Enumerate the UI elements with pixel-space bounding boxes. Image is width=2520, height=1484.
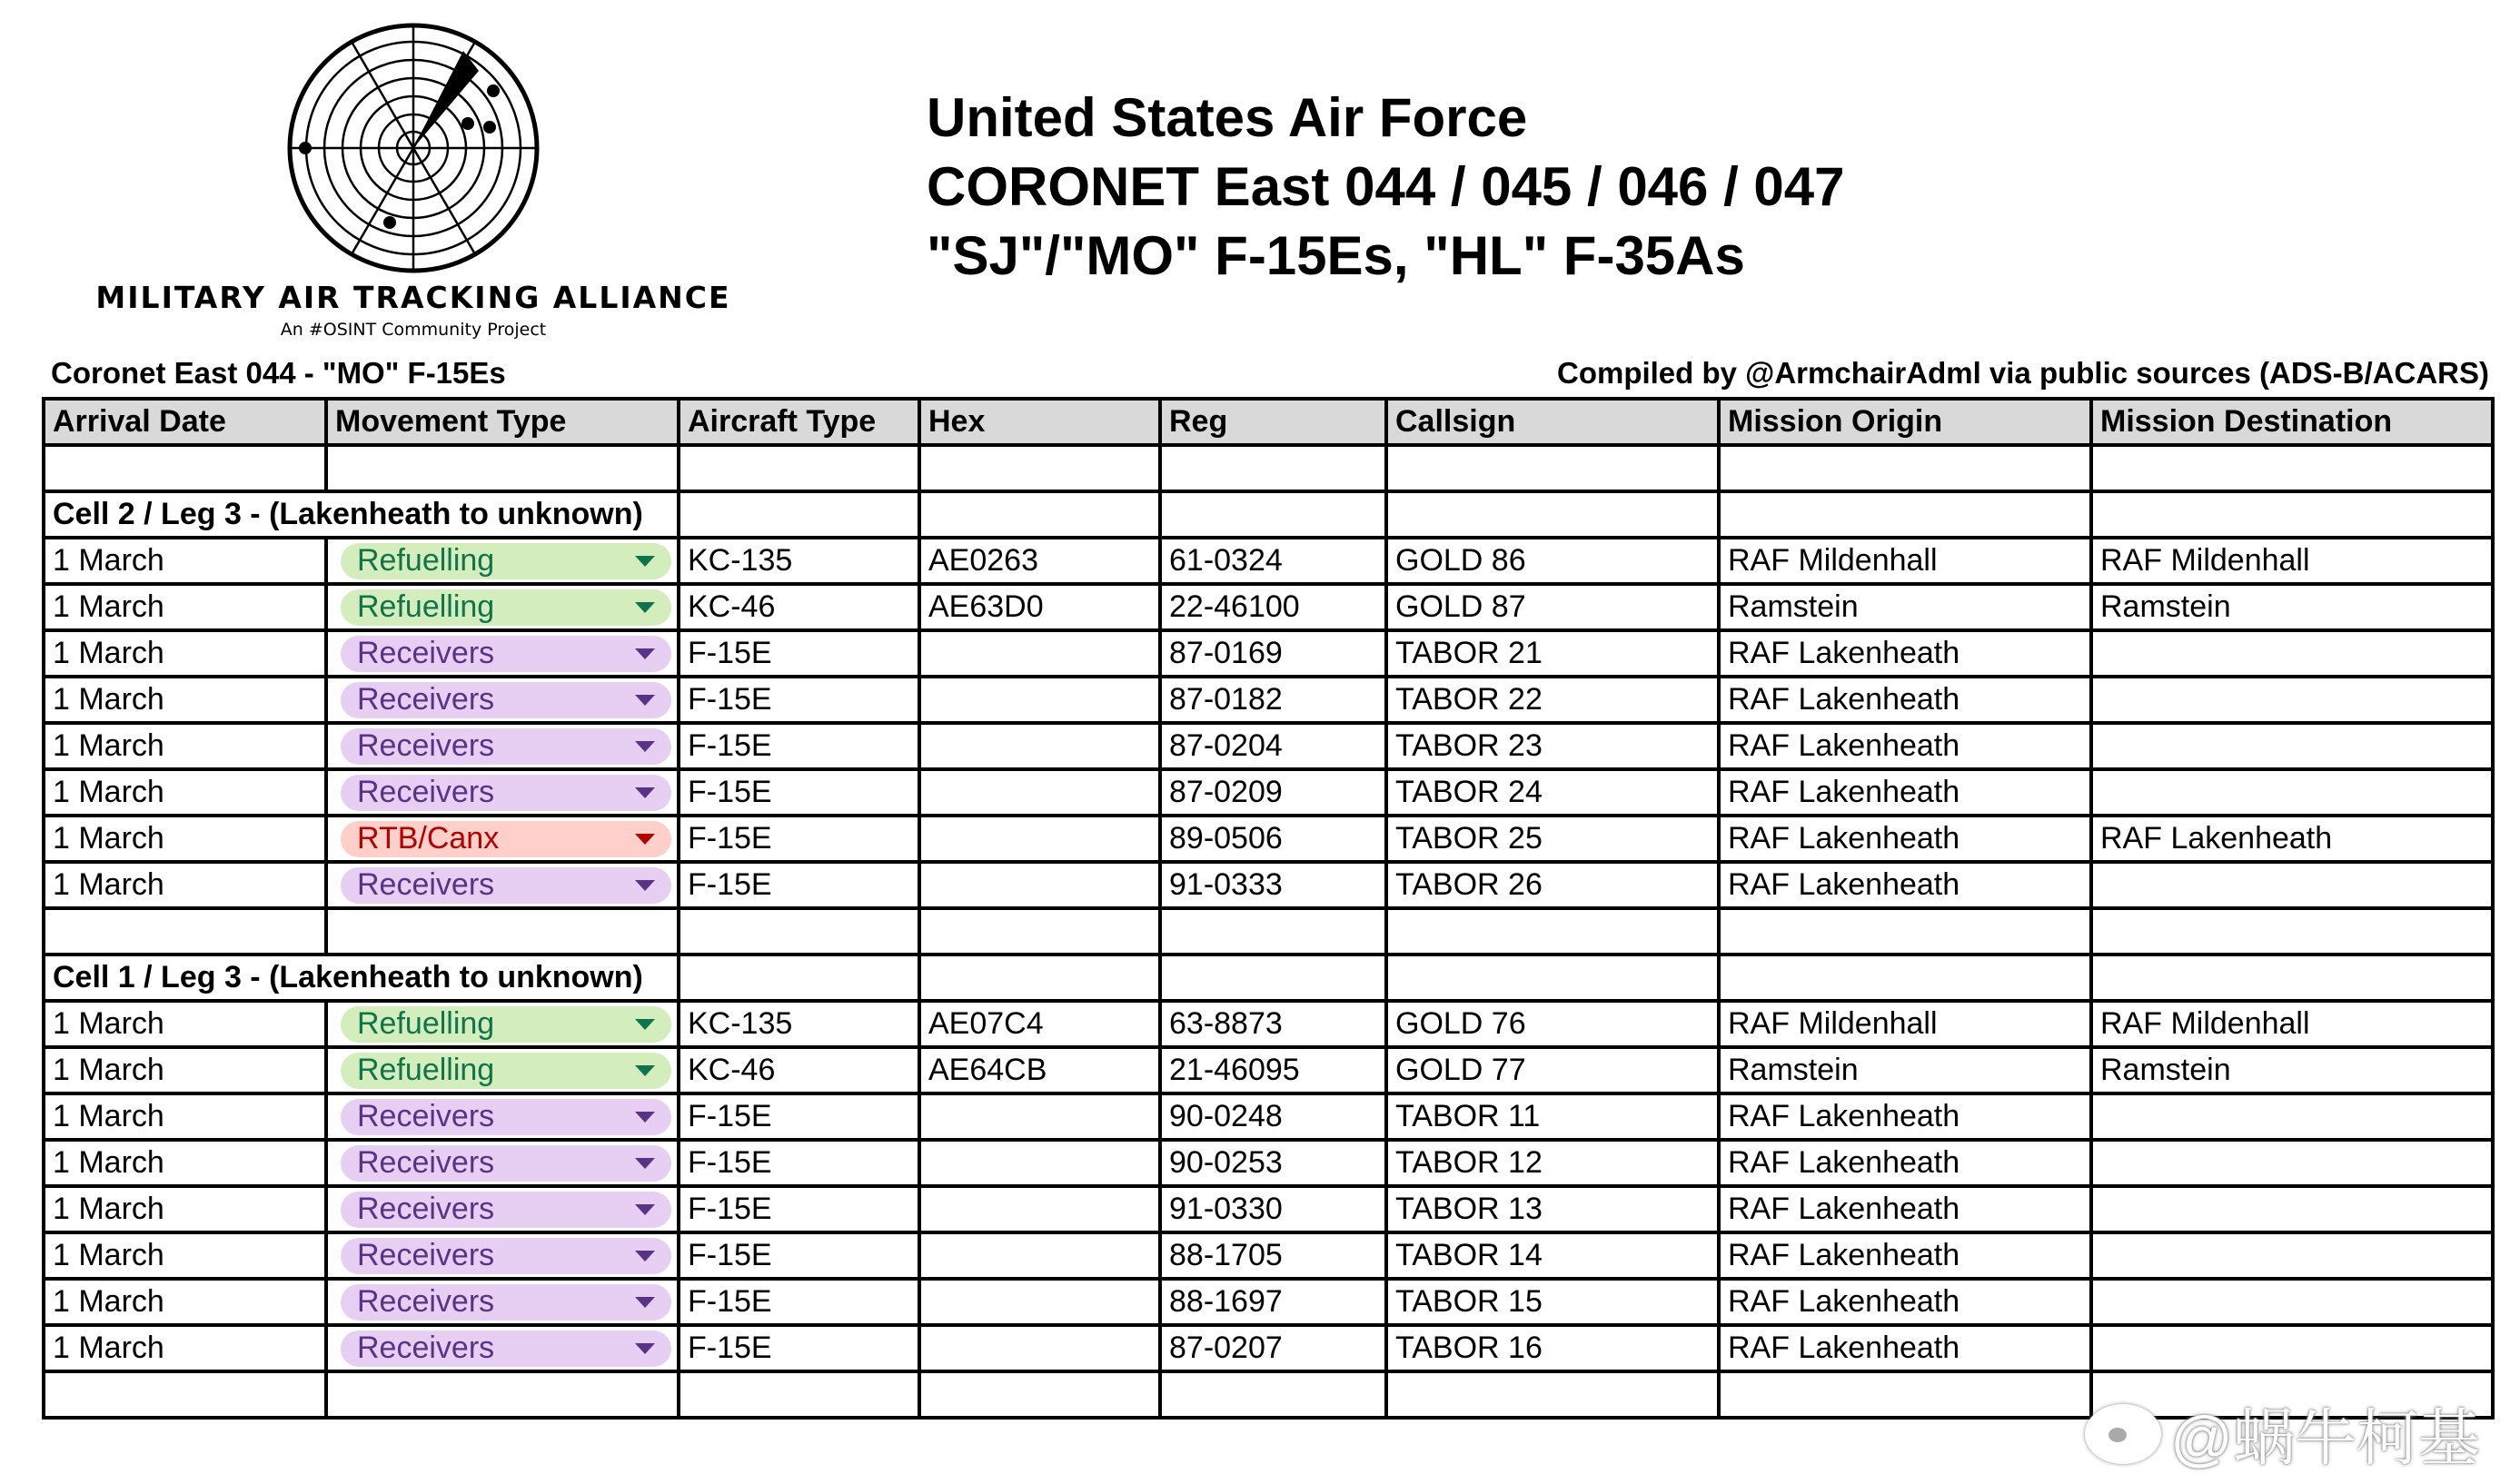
- mission-origin-cell[interactable]: RAF Lakenheath: [1719, 862, 2091, 908]
- movement-type-dropdown[interactable]: [341, 1238, 671, 1274]
- mission-origin-cell[interactable]: RAF Lakenheath: [1719, 1093, 2091, 1140]
- movement-type-dropdown[interactable]: [341, 1284, 671, 1321]
- page-title: [927, 84, 1845, 291]
- col-arrival-date[interactable]: Arrival Date: [44, 399, 326, 445]
- hex-cell[interactable]: [919, 769, 1160, 816]
- watermark: [2085, 1390, 2480, 1478]
- movement-type-cell[interactable]: [326, 1325, 679, 1371]
- movement-type-dropdown[interactable]: [341, 682, 671, 718]
- mission-destination-cell[interactable]: [2091, 1279, 2493, 1325]
- aircraft-type-cell[interactable]: F-15E: [679, 677, 919, 723]
- table-row: [44, 1047, 2493, 1093]
- table-row: [44, 1001, 2493, 1047]
- col-movement-type[interactable]: Movement Type: [326, 399, 679, 445]
- mission-destination-cell[interactable]: Ramstein: [2091, 584, 2493, 630]
- movement-type-cell[interactable]: [326, 769, 679, 816]
- empty-cell[interactable]: [1386, 955, 1719, 1001]
- mission-destination-cell[interactable]: [2091, 1140, 2493, 1186]
- empty-cell[interactable]: [919, 955, 1160, 1001]
- group-label-row: [44, 955, 2493, 1001]
- movement-type-cell[interactable]: [326, 862, 679, 908]
- table-row: [44, 816, 2493, 862]
- arrival-date-cell[interactable]: 1 March: [44, 584, 326, 630]
- movement-type-cell[interactable]: [326, 677, 679, 723]
- movement-type-value: Receivers: [357, 1099, 495, 1133]
- empty-cell[interactable]: [44, 908, 326, 955]
- hex-cell[interactable]: [919, 677, 1160, 723]
- chevron-down-icon[interactable]: [635, 1251, 655, 1261]
- mission-origin-cell[interactable]: RAF Lakenheath: [1719, 1232, 2091, 1279]
- chevron-down-icon[interactable]: [635, 741, 655, 752]
- empty-cell[interactable]: [1386, 491, 1719, 538]
- empty-cell[interactable]: [2091, 955, 2493, 1001]
- mission-origin-cell[interactable]: RAF Lakenheath: [1719, 816, 2091, 862]
- movement-type-dropdown[interactable]: [341, 867, 671, 904]
- movement-type-dropdown[interactable]: [341, 1331, 671, 1367]
- reg-cell[interactable]: 91-0330: [1160, 1186, 1386, 1232]
- empty-cell[interactable]: [919, 908, 1160, 955]
- movement-type-value: Receivers: [357, 867, 495, 902]
- movement-type-cell[interactable]: [326, 538, 679, 584]
- mission-destination-cell[interactable]: [2091, 1325, 2493, 1371]
- movement-type-dropdown[interactable]: [341, 1099, 671, 1135]
- callsign-cell[interactable]: TABOR 13: [1386, 1186, 1719, 1232]
- movement-type-cell[interactable]: [326, 1279, 679, 1325]
- group-label-row: [44, 491, 2493, 538]
- aircraft-type-cell[interactable]: F-15E: [679, 630, 919, 677]
- movement-type-cell[interactable]: [326, 723, 679, 769]
- reg-cell[interactable]: 63-8873: [1160, 1001, 1386, 1047]
- title-line-2: CORONET East 044 / 045 / 046 / 047: [927, 156, 1845, 217]
- chevron-down-icon[interactable]: [635, 880, 655, 891]
- callsign-cell[interactable]: TABOR 15: [1386, 1279, 1719, 1325]
- reg-cell[interactable]: 87-0182: [1160, 677, 1386, 723]
- title-line-1: United States Air Force: [927, 87, 1528, 148]
- mission-origin-cell[interactable]: RAF Lakenheath: [1719, 723, 2091, 769]
- hex-cell[interactable]: [919, 1186, 1160, 1232]
- mission-origin-cell[interactable]: RAF Lakenheath: [1719, 1186, 2091, 1232]
- logo-subtitle: An #OSINT Community Project: [280, 320, 547, 340]
- col-callsign[interactable]: Callsign: [1386, 399, 1719, 445]
- mission-destination-cell[interactable]: RAF Mildenhall: [2091, 1001, 2493, 1047]
- chevron-down-icon[interactable]: [635, 1204, 655, 1215]
- empty-cell[interactable]: [1719, 491, 2091, 538]
- hex-cell[interactable]: [919, 862, 1160, 908]
- logo: [86, 16, 740, 343]
- empty-cell[interactable]: [1160, 908, 1386, 955]
- arrival-date-cell[interactable]: 1 March: [44, 1140, 326, 1186]
- mission-destination-cell[interactable]: RAF Mildenhall: [2091, 538, 2493, 584]
- table-row: [44, 1279, 2493, 1325]
- empty-cell[interactable]: [919, 1371, 1160, 1418]
- empty-cell[interactable]: [44, 445, 326, 491]
- empty-cell[interactable]: [326, 908, 679, 955]
- movement-type-dropdown[interactable]: [341, 1145, 671, 1182]
- mission-origin-cell[interactable]: RAF Lakenheath: [1719, 677, 2091, 723]
- empty-cell[interactable]: [326, 1371, 679, 1418]
- arrival-date-cell[interactable]: 1 March: [44, 816, 326, 862]
- col-mission-origin[interactable]: Mission Origin: [1719, 399, 2091, 445]
- empty-cell[interactable]: [326, 445, 679, 491]
- movement-type-value: Receivers: [357, 1192, 495, 1226]
- arrival-date-cell[interactable]: 1 March: [44, 538, 326, 584]
- reg-cell[interactable]: 87-0209: [1160, 769, 1386, 816]
- reg-cell[interactable]: 88-1705: [1160, 1232, 1386, 1279]
- mission-origin-cell[interactable]: Ramstein: [1719, 1047, 2091, 1093]
- chevron-down-icon[interactable]: [635, 1019, 655, 1030]
- arrival-date-cell[interactable]: 1 March: [44, 1001, 326, 1047]
- hex-cell[interactable]: [919, 1093, 1160, 1140]
- chevron-down-icon[interactable]: [635, 787, 655, 798]
- mission-destination-cell[interactable]: [2091, 862, 2493, 908]
- callsign-cell[interactable]: GOLD 76: [1386, 1001, 1719, 1047]
- empty-cell[interactable]: [1719, 908, 2091, 955]
- aircraft-type-cell[interactable]: F-15E: [679, 862, 919, 908]
- hex-cell[interactable]: [919, 1279, 1160, 1325]
- mission-destination-cell[interactable]: [2091, 723, 2493, 769]
- table-row: [44, 1232, 2493, 1279]
- movement-type-value: Receivers: [357, 1145, 495, 1180]
- reg-cell[interactable]: 89-0506: [1160, 816, 1386, 862]
- empty-cell[interactable]: [2091, 908, 2493, 955]
- empty-cell[interactable]: [1386, 908, 1719, 955]
- movement-type-cell[interactable]: [326, 1093, 679, 1140]
- movement-type-cell[interactable]: [326, 816, 679, 862]
- arrival-date-cell[interactable]: 1 March: [44, 723, 326, 769]
- callsign-cell[interactable]: TABOR 22: [1386, 677, 1719, 723]
- reg-cell[interactable]: 88-1697: [1160, 1279, 1386, 1325]
- mission-destination-cell[interactable]: RAF Lakenheath: [2091, 816, 2493, 862]
- sheet-section-label: Coronet East 044 - "MO" F-15Es: [51, 356, 506, 390]
- arrival-date-cell[interactable]: 1 March: [44, 1279, 326, 1325]
- mission-destination-cell[interactable]: [2091, 1093, 2493, 1140]
- aircraft-type-cell[interactable]: F-15E: [679, 1325, 919, 1371]
- arrival-date-cell[interactable]: 1 March: [44, 1047, 326, 1093]
- movement-type-cell[interactable]: [326, 1186, 679, 1232]
- reg-cell[interactable]: 87-0204: [1160, 723, 1386, 769]
- movement-type-dropdown[interactable]: [341, 728, 671, 765]
- callsign-cell[interactable]: TABOR 21: [1386, 630, 1719, 677]
- col-aircraft-type[interactable]: Aircraft Type: [679, 399, 919, 445]
- movement-type-value: RTB/Canx: [357, 821, 500, 856]
- movement-type-value: Receivers: [357, 775, 495, 809]
- chevron-down-icon[interactable]: [635, 1297, 655, 1308]
- chevron-down-icon[interactable]: [635, 1343, 655, 1354]
- hex-cell[interactable]: AE07C4: [919, 1001, 1160, 1047]
- movement-type-dropdown[interactable]: [341, 775, 671, 811]
- aircraft-type-cell[interactable]: F-15E: [679, 723, 919, 769]
- empty-cell[interactable]: [2091, 445, 2493, 491]
- reg-cell[interactable]: 22-46100: [1160, 584, 1386, 630]
- table-row: [44, 723, 2493, 769]
- callsign-cell[interactable]: GOLD 87: [1386, 584, 1719, 630]
- movement-type-cell[interactable]: [326, 630, 679, 677]
- movement-type-dropdown[interactable]: [341, 821, 671, 857]
- hex-cell[interactable]: [919, 1140, 1160, 1186]
- movement-type-cell[interactable]: [326, 1047, 679, 1093]
- empty-cell[interactable]: [1386, 1371, 1719, 1418]
- mission-origin-cell[interactable]: RAF Mildenhall: [1719, 1001, 2091, 1047]
- movement-type-cell[interactable]: [326, 584, 679, 630]
- movement-type-dropdown[interactable]: [341, 1192, 671, 1228]
- mission-destination-cell[interactable]: [2091, 1232, 2493, 1279]
- movement-type-value: Refuelling: [357, 543, 495, 578]
- reg-cell[interactable]: 87-0207: [1160, 1325, 1386, 1371]
- hex-cell[interactable]: [919, 1232, 1160, 1279]
- arrival-date-cell[interactable]: 1 March: [44, 1186, 326, 1232]
- empty-cell[interactable]: [1719, 1371, 2091, 1418]
- chevron-down-icon[interactable]: [635, 648, 655, 659]
- aircraft-type-cell[interactable]: F-15E: [679, 1186, 919, 1232]
- callsign-cell[interactable]: TABOR 16: [1386, 1325, 1719, 1371]
- callsign-cell[interactable]: TABOR 24: [1386, 769, 1719, 816]
- arrival-date-cell[interactable]: 1 March: [44, 862, 326, 908]
- empty-cell[interactable]: [679, 955, 919, 1001]
- hex-cell[interactable]: AE0263: [919, 538, 1160, 584]
- table-row: [44, 538, 2493, 584]
- hex-cell[interactable]: AE63D0: [919, 584, 1160, 630]
- weibo-icon: [2085, 1404, 2161, 1464]
- table-row: [44, 1325, 2493, 1371]
- reg-cell[interactable]: 90-0253: [1160, 1140, 1386, 1186]
- mission-origin-cell[interactable]: RAF Lakenheath: [1719, 1325, 2091, 1371]
- hex-cell[interactable]: [919, 816, 1160, 862]
- blank-row: [44, 908, 2493, 955]
- mission-origin-cell[interactable]: RAF Lakenheath: [1719, 1140, 2091, 1186]
- table-row: [44, 584, 2493, 630]
- reg-cell[interactable]: 91-0333: [1160, 862, 1386, 908]
- empty-cell[interactable]: [679, 491, 919, 538]
- chevron-down-icon[interactable]: [635, 834, 655, 845]
- aircraft-type-cell[interactable]: KC-46: [679, 1047, 919, 1093]
- arrival-date-cell[interactable]: 1 March: [44, 1325, 326, 1371]
- table-row: [44, 769, 2493, 816]
- empty-cell[interactable]: [679, 908, 919, 955]
- aircraft-type-cell[interactable]: F-15E: [679, 1093, 919, 1140]
- arrival-date-cell[interactable]: 1 March: [44, 677, 326, 723]
- empty-cell[interactable]: [1719, 955, 2091, 1001]
- movement-type-value: Receivers: [357, 636, 495, 670]
- chevron-down-icon[interactable]: [635, 602, 655, 613]
- callsign-cell[interactable]: TABOR 23: [1386, 723, 1719, 769]
- mission-destination-cell[interactable]: [2091, 630, 2493, 677]
- empty-cell[interactable]: [1160, 1371, 1386, 1418]
- arrival-date-cell[interactable]: 1 March: [44, 1232, 326, 1279]
- aircraft-type-cell[interactable]: F-15E: [679, 1279, 919, 1325]
- col-reg[interactable]: Reg: [1160, 399, 1386, 445]
- empty-cell[interactable]: [1719, 445, 2091, 491]
- movement-type-cell[interactable]: [326, 1140, 679, 1186]
- compiled-by-credit: Compiled by @ArmchairAdml via public sources (ADS-B/ACARS): [1556, 356, 2489, 390]
- movement-type-value: Receivers: [357, 1331, 495, 1365]
- blank-row: [44, 445, 2493, 491]
- movement-type-cell[interactable]: [326, 1001, 679, 1047]
- table-row: [44, 677, 2493, 723]
- chevron-down-icon[interactable]: [635, 695, 655, 706]
- empty-cell[interactable]: [679, 445, 919, 491]
- mission-origin-cell[interactable]: Ramstein: [1719, 584, 2091, 630]
- movement-type-value: Refuelling: [357, 589, 495, 624]
- aircraft-type-cell[interactable]: KC-135: [679, 538, 919, 584]
- group-label[interactable]: Cell 1 / Leg 3 - (Lakenheath to unknown): [44, 955, 679, 1001]
- table-row: [44, 630, 2493, 677]
- movement-type-dropdown[interactable]: [341, 636, 671, 672]
- movement-type-value: Receivers: [357, 1284, 495, 1319]
- callsign-cell[interactable]: TABOR 12: [1386, 1140, 1719, 1186]
- movement-type-dropdown[interactable]: [341, 543, 671, 579]
- hex-cell[interactable]: [919, 630, 1160, 677]
- callsign-cell[interactable]: TABOR 11: [1386, 1093, 1719, 1140]
- movement-type-dropdown[interactable]: [341, 589, 671, 626]
- empty-cell[interactable]: [1160, 491, 1386, 538]
- callsign-cell[interactable]: GOLD 77: [1386, 1047, 1719, 1093]
- empty-cell[interactable]: [2091, 491, 2493, 538]
- chevron-down-icon[interactable]: [635, 1065, 655, 1076]
- table-row: [44, 1186, 2493, 1232]
- empty-cell[interactable]: [1386, 445, 1719, 491]
- chevron-down-icon[interactable]: [635, 1158, 655, 1169]
- callsign-cell[interactable]: TABOR 14: [1386, 1232, 1719, 1279]
- arrival-date-cell[interactable]: 1 March: [44, 630, 326, 677]
- empty-cell[interactable]: [919, 491, 1160, 538]
- arrival-date-cell[interactable]: 1 March: [44, 769, 326, 816]
- group-label[interactable]: Cell 2 / Leg 3 - (Lakenheath to unknown): [44, 491, 679, 538]
- col-hex[interactable]: Hex: [919, 399, 1160, 445]
- empty-cell[interactable]: [919, 445, 1160, 491]
- mission-origin-cell[interactable]: RAF Lakenheath: [1719, 630, 2091, 677]
- hex-cell[interactable]: AE64CB: [919, 1047, 1160, 1093]
- arrival-date-cell[interactable]: 1 March: [44, 1093, 326, 1140]
- mission-origin-cell[interactable]: RAF Lakenheath: [1719, 769, 2091, 816]
- mission-destination-cell[interactable]: [2091, 677, 2493, 723]
- mission-origin-cell[interactable]: RAF Mildenhall: [1719, 538, 2091, 584]
- mission-destination-cell[interactable]: [2091, 1186, 2493, 1232]
- aircraft-type-cell[interactable]: F-15E: [679, 1140, 919, 1186]
- empty-cell[interactable]: [44, 1371, 326, 1418]
- table-row: [44, 1140, 2493, 1186]
- mission-destination-cell[interactable]: Ramstein: [2091, 1047, 2493, 1093]
- reg-cell[interactable]: 61-0324: [1160, 538, 1386, 584]
- mission-origin-cell[interactable]: RAF Lakenheath: [1719, 1279, 2091, 1325]
- empty-cell[interactable]: [679, 1371, 919, 1418]
- callsign-cell[interactable]: TABOR 25: [1386, 816, 1719, 862]
- aircraft-type-cell[interactable]: KC-135: [679, 1001, 919, 1047]
- empty-cell[interactable]: [1160, 955, 1386, 1001]
- title-line-3: "SJ"/"MO" F-15Es, "HL" F-35As: [927, 225, 1745, 286]
- hex-cell[interactable]: [919, 723, 1160, 769]
- aircraft-type-cell[interactable]: KC-46: [679, 584, 919, 630]
- empty-cell[interactable]: [1160, 445, 1386, 491]
- chevron-down-icon[interactable]: [635, 556, 655, 567]
- logo-name: MILITARY AIR TRACKING ALLIANCE: [95, 280, 731, 315]
- reg-cell[interactable]: 87-0169: [1160, 630, 1386, 677]
- aircraft-type-cell[interactable]: F-15E: [679, 769, 919, 816]
- table-row: [44, 1093, 2493, 1140]
- movement-type-dropdown[interactable]: [341, 1053, 671, 1089]
- movement-type-value: Receivers: [357, 728, 495, 763]
- movement-type-value: Receivers: [357, 1238, 495, 1272]
- movement-type-value: Refuelling: [357, 1053, 495, 1087]
- watermark-text: @蜗牛柯基: [2170, 1404, 2481, 1473]
- hex-cell[interactable]: [919, 1325, 1160, 1371]
- movement-type-value: Receivers: [357, 682, 495, 717]
- aircraft-type-cell[interactable]: F-15E: [679, 816, 919, 862]
- header-row: [44, 399, 2493, 445]
- callsign-cell[interactable]: TABOR 26: [1386, 862, 1719, 908]
- radar-icon: [277, 16, 550, 280]
- movement-type-value: Refuelling: [357, 1006, 495, 1041]
- col-mission-destination[interactable]: Mission Destination: [2091, 399, 2493, 445]
- chevron-down-icon[interactable]: [635, 1112, 655, 1123]
- reg-cell[interactable]: 21-46095: [1160, 1047, 1386, 1093]
- movement-table: [42, 397, 2495, 1420]
- table-row: [44, 862, 2493, 908]
- reg-cell[interactable]: 90-0248: [1160, 1093, 1386, 1140]
- aircraft-type-cell[interactable]: F-15E: [679, 1232, 919, 1279]
- callsign-cell[interactable]: GOLD 86: [1386, 538, 1719, 584]
- mission-destination-cell[interactable]: [2091, 769, 2493, 816]
- movement-type-cell[interactable]: [326, 1232, 679, 1279]
- movement-type-dropdown[interactable]: [341, 1006, 671, 1043]
